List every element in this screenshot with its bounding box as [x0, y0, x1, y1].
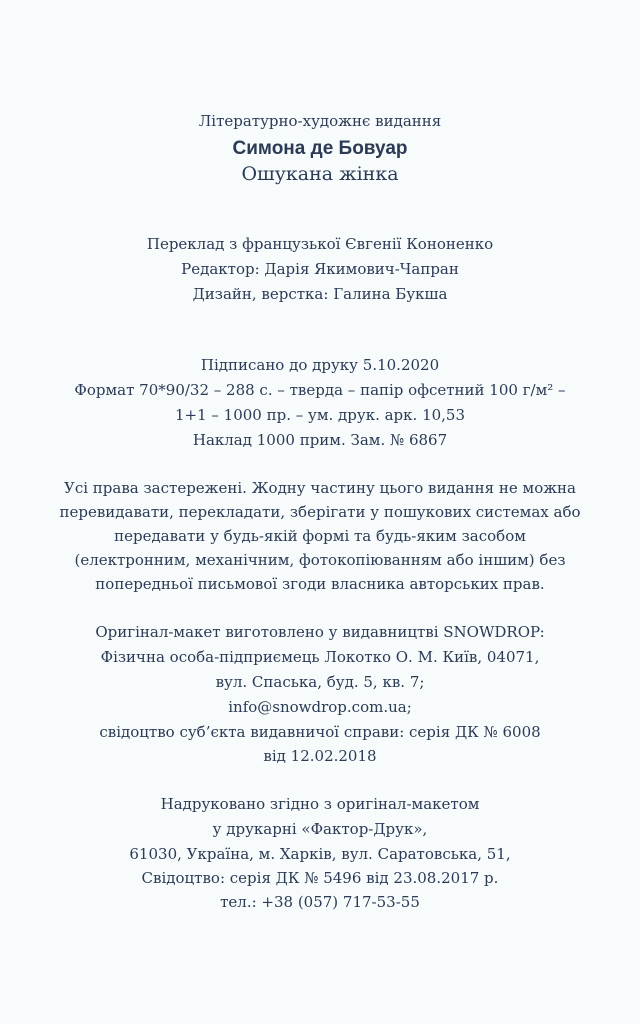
circulation-line: Наклад 1000 прим. Зам. № 6867: [192, 431, 448, 449]
series-label: Літературно-художнє видання: [198, 112, 442, 130]
translator-line: Переклад з французької Євгенії Кононенко: [146, 235, 494, 253]
print-run-line: 1+1 – 1000 пр. – ум. друк. арк. 10,53: [174, 406, 466, 424]
publisher-email-link[interactable]: info@snowdrop.com.ua;: [228, 698, 412, 716]
designer-line: Дизайн, верстка: Галина Букша: [192, 285, 448, 303]
format-line: Формат 70*90/32 – 288 с. – тверда – папір офсетний 100 г/м² –: [74, 381, 566, 399]
printer-name-line: у друкарні «Фактор-Друк»,: [212, 820, 428, 838]
author-name: Симона де Бовуар: [232, 138, 408, 159]
signed-to-print-line: Підписано до друку 5.10.2020: [200, 356, 440, 374]
editor-line: Редактор: Дарія Якимович-Чапран: [181, 260, 459, 278]
rights-line: (електронним, механічним, фотокопіюванням або іншим) без: [74, 551, 566, 569]
rights-line: Усі права застережені. Жодну частину цього видання не можна: [64, 479, 576, 497]
printer-certificate-line: Свідоцтво: серія ДК № 5496 від 23.08.2017 р.: [141, 869, 499, 887]
publisher-address-line: вул. Спаська, буд. 5, кв. 7;: [215, 673, 425, 691]
printer-phone-line: тел.: +38 (057) 717-53-55: [220, 893, 420, 911]
rights-line: передавати у будь-якій формі та будь-яким засобом: [114, 527, 526, 545]
rights-line: перевидавати, перекладати, зберігати у пошукових системах або: [59, 503, 581, 521]
rights-line: попередньої письмової згоди власника авторських прав.: [95, 575, 545, 593]
publisher-line: Оригінал-макет виготовлено у видавництві SNOWDROP:: [95, 623, 545, 641]
printer-address-line: 61030, Україна, м. Харків, вул. Саратовська, 51,: [129, 845, 511, 863]
publisher-certificate-date-line: від 12.02.2018: [263, 747, 377, 765]
publisher-line: Фізична особа-підприємець Локотко О. М. Київ, 04071,: [100, 648, 540, 666]
book-title: Ошукана жінка: [241, 163, 399, 185]
publisher-certificate-line: свідоцтво суб’єкта видавничої справи: серія ДК № 6008: [99, 723, 541, 741]
printer-line: Надруковано згідно з оригінал-макетом: [160, 795, 480, 813]
